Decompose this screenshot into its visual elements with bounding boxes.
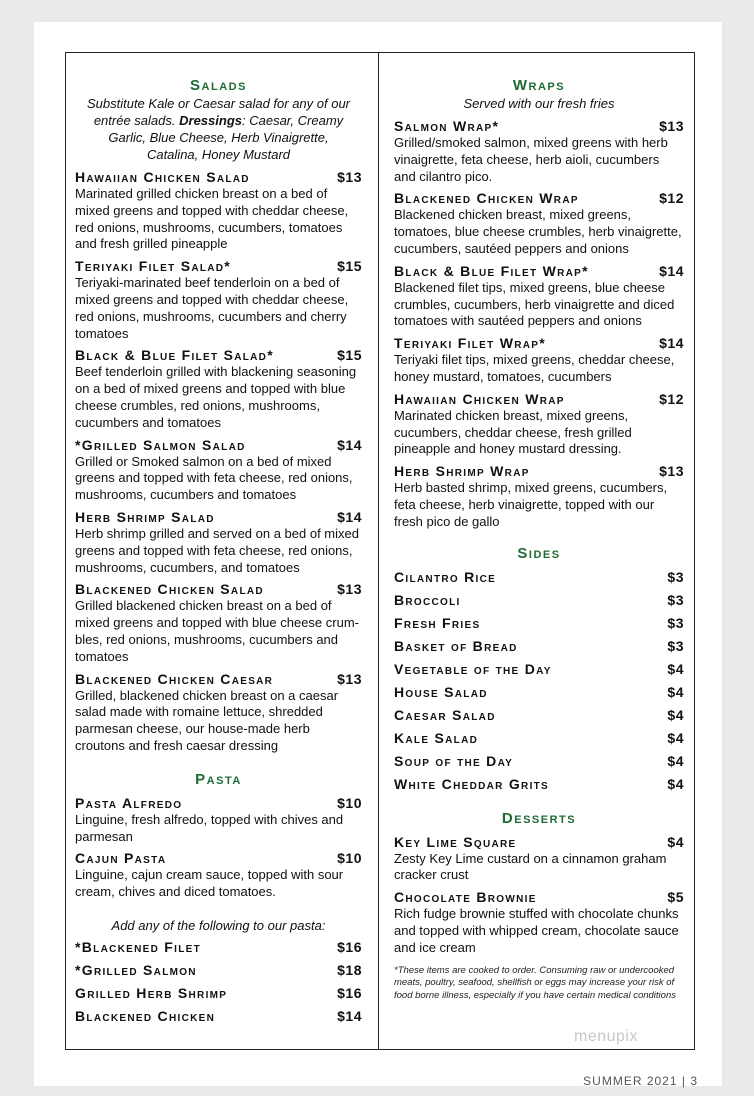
side-name: Soup of the Day: [394, 752, 514, 769]
raw-food-disclaimer: *These items are cooked to order. Consuming raw or undercooked meats, poultry, seafood, shellfish or eggs may increase your risk of food borne illness, especially if you have certain medical conditions: [394, 964, 676, 1001]
item-price: $10: [337, 850, 362, 867]
side-price: $4: [667, 660, 684, 677]
page-footer: SUMMER 2021 | 3: [583, 1074, 698, 1088]
desserts-title: Desserts: [501, 809, 577, 827]
wrap-item: [394, 390, 684, 458]
item-name: Blackened Chicken Salad: [75, 581, 264, 598]
side-row: [394, 704, 684, 727]
menupix-watermark: menupix: [574, 1028, 638, 1045]
item-desc: Rich fudge brownie stuffed with chocolate chunks and topped with whipped cream, chocolate sauce and ice cream: [394, 906, 679, 955]
dressings-list: : Caesar, Creamy Garlic, Blue Cheese, Herb Vinaigrette, Catalina, Honey Mustard: [108, 113, 344, 162]
sides-title: Sides: [517, 544, 561, 562]
item-desc: Teriyaki filet tips, mixed greens, cheddar cheese, honey mustard, tomatoes, cucumbers: [394, 352, 675, 384]
side-name: Caesar Salad: [394, 706, 496, 723]
side-name: Vegetable of the Day: [394, 660, 552, 677]
side-row: [394, 750, 684, 773]
item-price: $13: [337, 169, 362, 185]
salads-note: [75, 95, 362, 163]
salads-substitute-note: Substitute Kale or Caesar salad for any of our entrée salads.: [86, 96, 351, 128]
item-name: Black & Blue Filet Wrap*: [394, 262, 589, 279]
pasta-item: [75, 794, 362, 846]
item-name: Blackened Chicken Caesar: [75, 670, 274, 687]
side-row: [394, 589, 684, 612]
item-desc: Zesty Key Lime custard on a cinnamon graham cracker crust: [394, 850, 667, 883]
pasta-title: Pasta: [195, 770, 242, 788]
item-price: $14: [337, 436, 362, 453]
item-desc: Linguine, fresh alfredo, topped with chives and parmesan: [75, 811, 344, 844]
item-price: $14: [659, 335, 684, 352]
item-price: $14: [337, 508, 362, 525]
item-name: Salmon Wrap*: [394, 118, 500, 134]
item-name: Key Lime Square: [394, 833, 517, 850]
item-name: Blackened Chicken Wrap: [394, 190, 579, 207]
item-name: Black & Blue Filet Salad*: [75, 347, 274, 364]
wraps-title: Wraps: [512, 77, 566, 94]
item-name: Chocolate Brownie: [394, 889, 537, 906]
side-name: Broccoli: [394, 591, 461, 608]
addon-row: [75, 1005, 362, 1028]
side-name: Basket of Bread: [394, 637, 518, 654]
dessert-item: [394, 888, 684, 956]
dressings-label: Dressings: [179, 113, 242, 128]
addon-name: Grilled Herb Shrimp: [75, 984, 228, 1001]
side-name: Fresh Fries: [394, 614, 481, 631]
item-desc: Teriyaki-marinated beef tenderloin on a bed of mixed greens and topped with cheddar cheese, red onions, mushrooms, cucumbers and cherry tomatoes: [75, 275, 349, 341]
item-name: Hawaiian Chicken Salad: [75, 169, 250, 185]
addon-row: [75, 982, 362, 1005]
item-price: $13: [659, 463, 684, 480]
addon-price: $18: [337, 961, 362, 978]
item-desc: Herb shrimp grilled and served on a bed of mixed greens and topped with feta cheese, red onions, mushrooms, cucumbers, and tomatoes: [75, 525, 359, 575]
wrap-item: [394, 189, 684, 257]
menu-page: [34, 22, 722, 1086]
item-desc: Grilled, blackened chicken breast on a caesar salad made with romaine lettuce, shredded parmesan cheese, our house-made herb croutons and fresh caesar dressing: [75, 687, 339, 753]
item-price: $13: [337, 581, 362, 598]
side-row: [394, 727, 684, 750]
side-name: Kale Salad: [394, 729, 479, 746]
salads-title: Salads: [190, 77, 247, 94]
item-name: Teriyaki Filet Salad*: [75, 258, 232, 275]
salad-item: [75, 508, 362, 576]
item-desc: Linguine, cajun cream sauce, topped with sour cream, chives and diced tomatoes.: [75, 867, 344, 900]
side-row: [394, 658, 684, 681]
side-price: $4: [667, 706, 684, 723]
salad-item: [75, 257, 362, 342]
item-desc: Beef tenderloin grilled with blackening seasoning on a bed of mixed greens and topped with blue cheese crumbles, red onions, mushrooms, cucumbers and tomatoes: [75, 364, 357, 430]
pasta-item: [75, 849, 362, 901]
side-price: $3: [667, 614, 684, 631]
item-desc: Grilled or Smoked salmon on a bed of mixed greens and topped with feta cheese, red onions, mushrooms, cucumbers and tomatoes: [75, 453, 353, 503]
pasta-addons-note: Add any of the following to our pasta:: [111, 917, 326, 933]
addon-name: *Grilled Salmon: [75, 961, 197, 978]
wrap-item: [394, 334, 684, 386]
item-price: $14: [659, 262, 684, 279]
item-price: $13: [659, 118, 684, 134]
side-name: Cilantro Rice: [394, 568, 497, 585]
salad-item: [75, 346, 362, 431]
addon-price: $14: [337, 1007, 362, 1024]
item-desc: Blackened filet tips, mixed greens, blue cheese crumbles, cucumbers, herb vinaigrette and diced tomatoes with sautéed peppers and onions: [394, 279, 675, 329]
dessert-item: [394, 833, 684, 885]
right-column: [394, 53, 684, 1002]
item-name: Herb Shrimp Salad: [75, 508, 215, 525]
item-name: *Grilled Salmon Salad: [75, 436, 246, 453]
wrap-item: [394, 462, 684, 530]
item-name: Hawaiian Chicken Wrap: [394, 390, 565, 407]
addon-row: [75, 959, 362, 982]
item-desc: Grilled blackened chicken breast on a bed of mixed greens and topped with blue cheese crum- bles, red onions, mushrooms, cucumbers and tomatoes: [75, 598, 359, 664]
addon-price: $16: [337, 984, 362, 1001]
column-divider: [378, 53, 379, 1049]
item-name: Cajun Pasta: [75, 850, 167, 867]
item-price: $13: [337, 670, 362, 687]
side-row: [394, 566, 684, 589]
wraps-note: Served with our fresh fries: [463, 96, 615, 111]
left-column: [75, 53, 362, 1028]
item-price: $12: [659, 390, 684, 407]
item-desc: Grilled/smoked salmon, mixed greens with herb vinaigrette, feta cheese, herb aioli, cucumbers and cilantro pico.: [394, 135, 668, 184]
side-row: [394, 681, 684, 704]
wrap-item: [394, 117, 684, 185]
item-desc: Marinated chicken breast, mixed greens, cucumbers, cheddar cheese, fresh grilled pineapple and honey mustard dressing.: [394, 407, 632, 457]
item-name: Herb Shrimp Wrap: [394, 463, 530, 480]
side-price: $4: [667, 729, 684, 746]
addon-name: Blackened Chicken: [75, 1007, 216, 1024]
salad-item: [75, 168, 362, 253]
side-price: $3: [667, 591, 684, 608]
item-desc: Blackened chicken breast, mixed greens, tomatoes, blue cheese crumbles, herb vinaigrette, cucumbers, sautéed peppers and onions: [394, 207, 682, 256]
addon-name: *Blackened Filet: [75, 938, 202, 955]
addon-row: [75, 936, 362, 959]
item-name: Teriyaki Filet Wrap*: [394, 335, 546, 352]
item-price: $15: [337, 258, 362, 275]
side-price: $3: [667, 637, 684, 654]
addon-price: $16: [337, 938, 362, 955]
item-price: $10: [337, 794, 362, 811]
side-row: [394, 612, 684, 635]
side-row: [394, 635, 684, 658]
item-desc: Marinated grilled chicken breast on a bed of mixed greens and topped with cheddar cheese, red onions, mushrooms, cucumbers, tomatoes and fresh grilled pineapple: [75, 186, 349, 252]
menu-frame: [65, 52, 695, 1050]
item-price: $5: [667, 889, 684, 906]
item-desc: Herb basted shrimp, mixed greens, cucumbers, feta cheese, herb vinaigrette, topped with our fresh pico de gallo: [394, 480, 668, 529]
side-name: House Salad: [394, 683, 488, 700]
side-name: White Cheddar Grits: [394, 775, 550, 792]
item-name: Pasta Alfredo: [75, 794, 183, 811]
wrap-item: [394, 262, 684, 330]
salad-item: [75, 580, 362, 665]
salad-item: [75, 670, 362, 755]
salad-item: [75, 436, 362, 504]
item-price: $12: [659, 190, 684, 207]
item-price: $4: [667, 833, 684, 850]
side-price: $4: [667, 775, 684, 792]
item-price: $15: [337, 347, 362, 364]
side-price: $3: [667, 568, 684, 585]
side-price: $4: [667, 683, 684, 700]
side-price: $4: [667, 752, 684, 769]
side-row: [394, 773, 684, 796]
